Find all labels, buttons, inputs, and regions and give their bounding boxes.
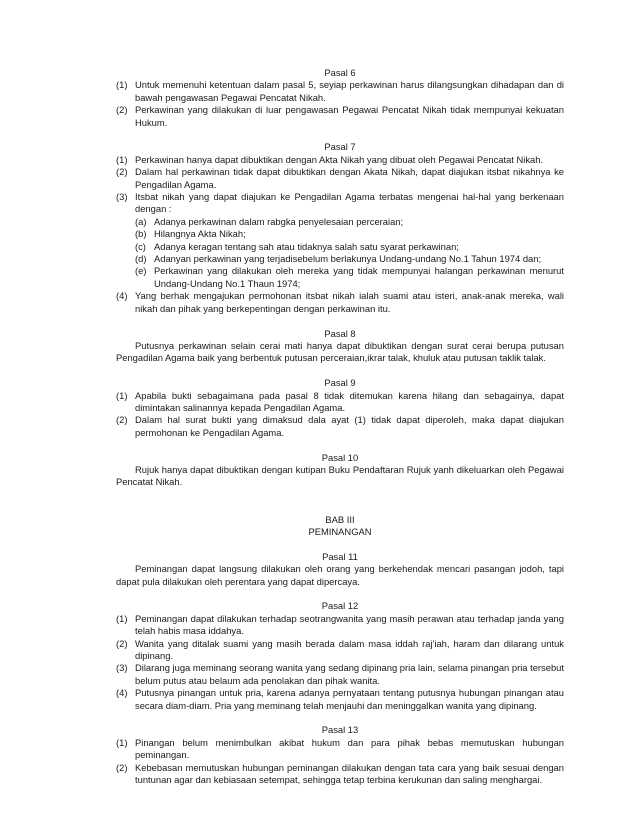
pasal-13-item	[116, 737, 564, 762]
pasal-7-subitem	[135, 216, 564, 228]
pasal-13-item	[116, 762, 564, 787]
subitem-text: Hilangnya Akta Nikah;	[154, 228, 246, 240]
pasal-10-heading: Pasal 10	[321, 451, 359, 463]
pasal-7-subitem	[135, 228, 564, 240]
pasal-7-subitem	[135, 253, 564, 265]
pasal-7-item	[116, 154, 564, 166]
item-number: (4)	[116, 687, 128, 699]
item-number: (2)	[116, 761, 128, 773]
pasal-11-heading: Pasal 11	[322, 550, 358, 562]
item-number: (1)	[116, 612, 128, 624]
pasal-9-item	[116, 414, 564, 439]
document-content	[116, 67, 564, 786]
pasal-6-item	[116, 104, 564, 129]
subitem-letter: (e)	[135, 265, 147, 277]
subitem-letter: (a)	[135, 215, 147, 227]
pasal-8-paragraph: Putusnya perkawinan selain cerai mati hanya dapat dibuktikan dengan surat cerai berupa putusan Pengadilan Agama baik yang berbentuk putusan perceraian,ikrar talak, khuluk atau putusan taklik talak.	[116, 339, 564, 364]
subitem-letter: (c)	[135, 240, 146, 252]
item-number: (2)	[116, 104, 128, 116]
item-number: (1)	[116, 79, 128, 91]
item-text: Untuk memenuhi ketentuan dalam pasal 5, seyiap perkawinan harus dilangsungkan dihadapan dan di bawah pengawasan Pegawai Pencatat Nikah.	[135, 79, 564, 103]
pasal-9-section	[116, 377, 564, 439]
pasal-12-item	[116, 613, 564, 638]
pasal-11-paragraph: Peminangan dapat langsung dilakukan oleh orang yang berkehendak mencari pasangan jodoh, tapi dapat pula dilakukan oleh perentara yang dapat dipercaya.	[116, 563, 564, 587]
item-number: (3)	[116, 662, 128, 674]
bab-heading-section	[116, 514, 564, 539]
pasal-7-subitem	[135, 265, 564, 290]
item-text: Apabila bukti sebagaimana pada pasal 8 tidak ditemukan karena hilang dan sebagainya, dapat dimintakan salinannya kepada Pengadilan Agama.	[135, 389, 564, 413]
pasal-12-heading: Pasal 12	[321, 600, 359, 612]
pasal-12-item	[116, 662, 564, 687]
pasal-8-heading: Pasal 8	[324, 327, 356, 339]
pasal-6-item	[116, 79, 564, 104]
item-text: Dalam hal perkawinan tidak dapat dibuktikan dengan Akata Nikah, dapat diajukan itsbat nikahnya ke Pengadilan Agama.	[135, 166, 564, 190]
item-number: (2)	[116, 414, 128, 426]
pasal-7-heading: Pasal 7	[324, 141, 356, 153]
pasal-11-section	[116, 551, 564, 588]
pasal-13-section	[116, 724, 564, 786]
bab-subtitle: PEMINANGAN	[308, 525, 372, 537]
subitem-letter: (d)	[135, 253, 147, 265]
pasal-6-heading: Pasal 6	[324, 67, 356, 78]
item-text: Perkawinan yang dilakukan di luar pengawasan Pegawai Pencatat Nikah tidak mempunyai kekuatan Hukum.	[135, 104, 564, 128]
item-number: (2)	[116, 166, 128, 178]
item-number: (2)	[116, 637, 128, 649]
pasal-7-item	[116, 290, 564, 315]
bab-title: BAB III	[325, 513, 355, 525]
pasal-12-item	[116, 638, 564, 663]
item-text: Dilarang juga meminang seorang wanita yang sedang dipinang pria lain, selama pinangan pria tersebut belum putus atau belaum ada penolakan dan pihak wanita.	[135, 662, 564, 686]
item-number: (1)	[116, 389, 128, 401]
subitem-text: Adanya keragan tentang sah atau tidaknya salah satu syarat perkawinan;	[154, 240, 459, 252]
item-number: (1)	[116, 736, 128, 748]
item-text: Itsbat nikah yang dapat diajukan ke Pengadilan Agama terbatas mengenai hal-hal yang berkenaan dengan :	[135, 191, 564, 215]
item-text: Perkawinan hanya dapat dibuktikan dengan Akta Nikah yang dibuat oleh Pegawai Pencatat Nikah.	[135, 153, 544, 165]
item-text: Peminangan dapat dilakukan terhadap seotrangwanita yang masih perawan atau terhadap janda yang telah habis masa iddahya.	[135, 612, 564, 637]
item-number: (1)	[116, 153, 128, 165]
item-text: Kebebasan memutuskan hubungan peminangan dilakukan dengan tata cara yang baik sesuai dengan tuntunan agar dan kebiasaan setempat, sehingga tetap terbina kerukunan dan saling menghargai.	[135, 761, 564, 786]
item-text: Wanita yang ditalak suami yang masih berada dalam masa iddah raj'iah, haram dan dilarang untuk dipinang.	[135, 637, 564, 661]
item-text: Yang berhak mengajukan permohonan itsbat nikah ialah suami atau isteri, anak-anak mereka, wali nikah dan pihak yang berkepentingan dengan perkawinan itu.	[135, 290, 564, 314]
pasal-10-section	[116, 452, 564, 489]
pasal-7-item	[116, 191, 564, 216]
pasal-9-heading: Pasal 9	[324, 377, 356, 389]
pasal-9-item	[116, 390, 564, 415]
item-number: (3)	[116, 191, 128, 203]
pasal-12-section	[116, 600, 564, 712]
item-number: (4)	[116, 290, 128, 302]
pasal-7-subitem	[135, 241, 564, 253]
item-text: Pinangan belum menimbulkan akibat hukum dan para pihak bebas memutuskan hubungan peminangan.	[135, 736, 564, 761]
pasal-6-section	[116, 67, 564, 129]
pasal-7-section	[116, 141, 564, 315]
subitem-letter: (b)	[135, 228, 147, 240]
item-text: Dalam hal surat bukti yang dimaksud dala ayat (1) tidak dapat diperoleh, maka dapat diajukan permohonan ke Pengadilan Agama.	[135, 414, 564, 438]
pasal-7-item	[116, 166, 564, 191]
pasal-12-item	[116, 687, 564, 712]
pasal-10-paragraph: Rujuk hanya dapat dibuktikan dengan kutipan Buku Pendaftaran Rujuk yanh dikeluarkan oleh Pegawai Pencatat Nikah.	[116, 463, 564, 488]
subitem-text: Adanya perkawinan dalam rabgka penyelesaian perceraian;	[154, 215, 404, 227]
item-text: Putusnya pinangan untuk pria, karena adanya pernyataan tentang putusnya hubungan pinangan atau secara diam-diam. Pria yang meminang telah menjauhi dan meninggalkan wanita yang dipinang.	[135, 687, 564, 711]
subitem-text: Adanyan perkawinan yang terjadisebelum berlakunya Undang-undang No.1 Tahun 1974 dan;	[154, 253, 542, 265]
pasal-8-section	[116, 328, 564, 365]
pasal-13-heading: Pasal 13	[321, 724, 359, 736]
subitem-text: Perkawinan yang dilakukan oleh mereka yang tidak mempunyai halangan perkawinan menurut Undang-Undang No.1 Thaun 1974;	[154, 265, 564, 289]
